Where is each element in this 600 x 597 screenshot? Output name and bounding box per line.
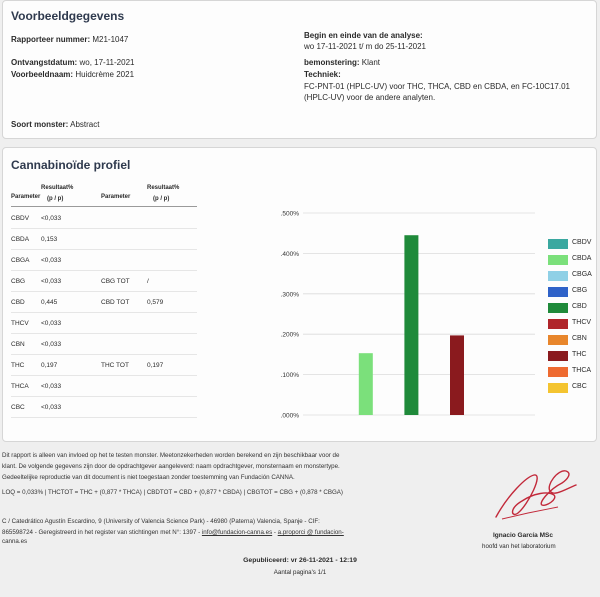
sampling-field: [304, 57, 380, 68]
signature-image: [488, 455, 583, 530]
report-number-label: Rapporteer nummer:: [11, 35, 91, 44]
legend-label: CBGA: [572, 271, 592, 278]
receipt-date-field: [11, 57, 134, 68]
legend-swatch: [548, 319, 568, 329]
table-cell-result: <0,033: [41, 341, 62, 348]
y-tick-label: .000%: [280, 412, 299, 420]
table-row: [11, 271, 197, 292]
report-number-field: [11, 34, 128, 45]
table-cell-result: 0,153: [41, 236, 58, 243]
legend-swatch: [548, 335, 568, 345]
y-tick-label: .300%: [280, 291, 299, 299]
table-cell-parameter: CBC: [11, 404, 25, 411]
table-cell-parameter: THCA: [11, 383, 29, 390]
published-date: Gepubliceerd: vr 26-11-2021 - 12:19: [243, 557, 357, 564]
table-header-unit: (p / p): [47, 196, 64, 202]
sample-data-card: [2, 0, 597, 139]
analysis-period-value: wo 17-11-2021 t/ m do 25-11-2021: [304, 42, 427, 51]
legend-swatch: [548, 303, 568, 313]
cannabinoid-bar-chart: [267, 203, 537, 423]
table-cell-result: <0,033: [41, 278, 62, 285]
table-row: [11, 313, 197, 334]
legend-label: CBDA: [572, 255, 592, 262]
legend-swatch: [548, 367, 568, 377]
report-number-value: M21-1047: [92, 35, 129, 44]
sample-name-label: Voorbeeldnaam:: [11, 70, 74, 79]
bar-thc: [450, 335, 464, 415]
table-cell-result: <0,033: [41, 257, 62, 264]
legend-swatch: [548, 351, 568, 361]
table-cell-total-result: /: [147, 278, 149, 285]
receipt-date-value: wo, 17-11-2021: [79, 58, 135, 67]
email-link[interactable]: info@fundacion-canna.es: [201, 529, 273, 536]
sample-name-field: [11, 69, 134, 80]
table-header-parameter-2: Parameter: [101, 194, 131, 200]
table-cell-total-parameter: THC TOT: [101, 362, 129, 369]
registration-text: 865598724 - Geregistreerd in het register van stichtingen met N°: 1397 -: [2, 529, 202, 536]
page-count: Aantal pagina's 1/1: [273, 569, 327, 576]
table-cell-total-parameter: CBD TOT: [101, 299, 130, 306]
legend-label: THC: [572, 351, 587, 358]
legend-item-cbd: [548, 301, 600, 315]
y-tick-label: .100%: [280, 372, 299, 380]
table-cell-result: <0,033: [41, 383, 62, 390]
legend-swatch: [548, 255, 568, 265]
signatory-name: Ignacio García MSc: [493, 532, 553, 539]
sample-section-title: Voorbeeldgegevens: [11, 9, 125, 23]
legend-swatch: [548, 287, 568, 297]
legend-label: CBG: [572, 287, 588, 294]
table-cell-parameter: CBN: [11, 341, 25, 348]
legend-item-cbg: [548, 285, 600, 299]
table-cell-parameter: CBG: [11, 278, 26, 285]
table-row: [11, 250, 197, 271]
table-row: [11, 292, 197, 313]
signatory-role: hoofd van het laboratorium: [482, 543, 556, 550]
legend-label: CBD: [572, 303, 587, 310]
legend-swatch: [548, 271, 568, 281]
legend-item-cbn: [548, 333, 600, 347]
y-tick-label: .500%: [280, 210, 299, 218]
table-cell-parameter: CBGA: [11, 257, 30, 264]
disclaimer-line-3: Gedeeltelijke reproductie van dit document is niet toegestaan zonder toestemming van Fundación CANNA.: [2, 474, 295, 481]
legend-item-cbga: [548, 269, 600, 283]
table-row: [11, 397, 197, 418]
sample-type-value: Abstract: [70, 120, 100, 129]
table-cell-parameter: THC: [11, 362, 25, 369]
table-cell-result: 0,197: [41, 362, 58, 369]
table-row: [11, 355, 197, 376]
table-cell-total-result: 0,197: [147, 362, 164, 369]
sample-type-label: Soort monster:: [11, 120, 69, 129]
table-cell-parameter: CBD: [11, 299, 25, 306]
bar-cbda: [359, 353, 373, 415]
table-cell-parameter: THCV: [11, 320, 29, 327]
sampling-value: Klant: [361, 58, 381, 67]
table-cell-result: <0,033: [41, 320, 62, 327]
table-header-parameter: Parameter: [11, 194, 41, 200]
sampling-label: bemonstering:: [304, 58, 360, 67]
address-line-2: [2, 528, 344, 537]
technique-label-text: Techniek:: [304, 70, 341, 79]
table-cell-total-parameter: CBG TOT: [101, 278, 130, 285]
table-header-result: Resultaat%: [41, 185, 74, 191]
legend-label: CBN: [572, 335, 587, 342]
technique-value: FC-PNT-01 (HPLC-UV) voor THC, THCA, CBD en CBDA, en FC-10C17.01 (HPLC-UV) voor de andere analyten.: [304, 82, 570, 102]
table-header-result-2: Resultaat%: [147, 185, 180, 191]
table-header-unit-2: (p / p): [153, 196, 170, 202]
legend-label: THCA: [572, 367, 592, 374]
legend-item-thca: [548, 365, 600, 379]
address-line-3: canna.es: [2, 538, 28, 545]
disclaimer-line-2: klant. De volgende gegevens zijn door de opdrachtgever aangeleverd: naam opdrachtgever, monsternaam en monstertype.: [2, 463, 340, 470]
legend-item-thcv: [548, 317, 600, 331]
disclaimer-line-1: Dit rapport is alleen van invloed op het te testen monster. Meetonzekerheden worden berekend en zijn beschikbaar voor de: [2, 452, 340, 459]
analysis-period-label: [304, 30, 423, 41]
sample-type-field: [11, 119, 99, 130]
privacy-link[interactable]: a.proporci @ fundacion-: [277, 529, 344, 536]
legend-item-cbda: [548, 253, 600, 267]
address-line-1: C / Catedrático Agustín Escardino, 9 (University of Valencia Science Park) - 46980 (Paterna) Valencia, Spanje - CIF:: [2, 518, 320, 525]
legend-item-thc: [548, 349, 600, 363]
table-row: [11, 208, 197, 229]
table-cell-result: <0,033: [41, 404, 62, 411]
technique-label: [304, 69, 341, 80]
table-cell-total-result: 0,579: [147, 299, 164, 306]
table-row: [11, 229, 197, 250]
legend-item-cbc: [548, 381, 600, 395]
bar-cbd: [404, 235, 418, 415]
table-row: [11, 334, 197, 355]
legend-swatch: [548, 383, 568, 393]
legend-label: CBC: [572, 383, 587, 390]
sample-name-value: Huidcrème 2021: [75, 70, 135, 79]
table-cell-result: <0,033: [41, 215, 62, 222]
legend-swatch: [548, 239, 568, 249]
legend-label: CBDV: [572, 239, 592, 246]
table-cell-result: 0,445: [41, 299, 58, 306]
profile-section-title: Cannabinoïde profiel: [11, 158, 131, 172]
table-row: [11, 376, 197, 397]
receipt-date-label: Ontvangstdatum:: [11, 58, 78, 67]
y-tick-label: .200%: [280, 331, 299, 339]
table-cell-parameter: CBDV: [11, 215, 30, 222]
table-header-divider: [11, 206, 197, 207]
separator-text: -: [272, 529, 278, 536]
analysis-period-label-text: Begin en einde van de analyse:: [304, 31, 423, 40]
table-cell-parameter: CBDA: [11, 236, 30, 243]
y-tick-label: .400%: [280, 250, 299, 258]
cannabinoid-profile-card: [2, 147, 597, 442]
loq-formula-line: LOQ = 0,033% | THCTOT = THC + (0,877 * THCA) | CBDTOT = CBD + (0,877 * CBDA) | CBGTOT = CBG + (0,878 * CBGA): [2, 489, 343, 496]
legend-label: THCV: [572, 319, 592, 326]
legend-item-cbdv: [548, 237, 600, 251]
